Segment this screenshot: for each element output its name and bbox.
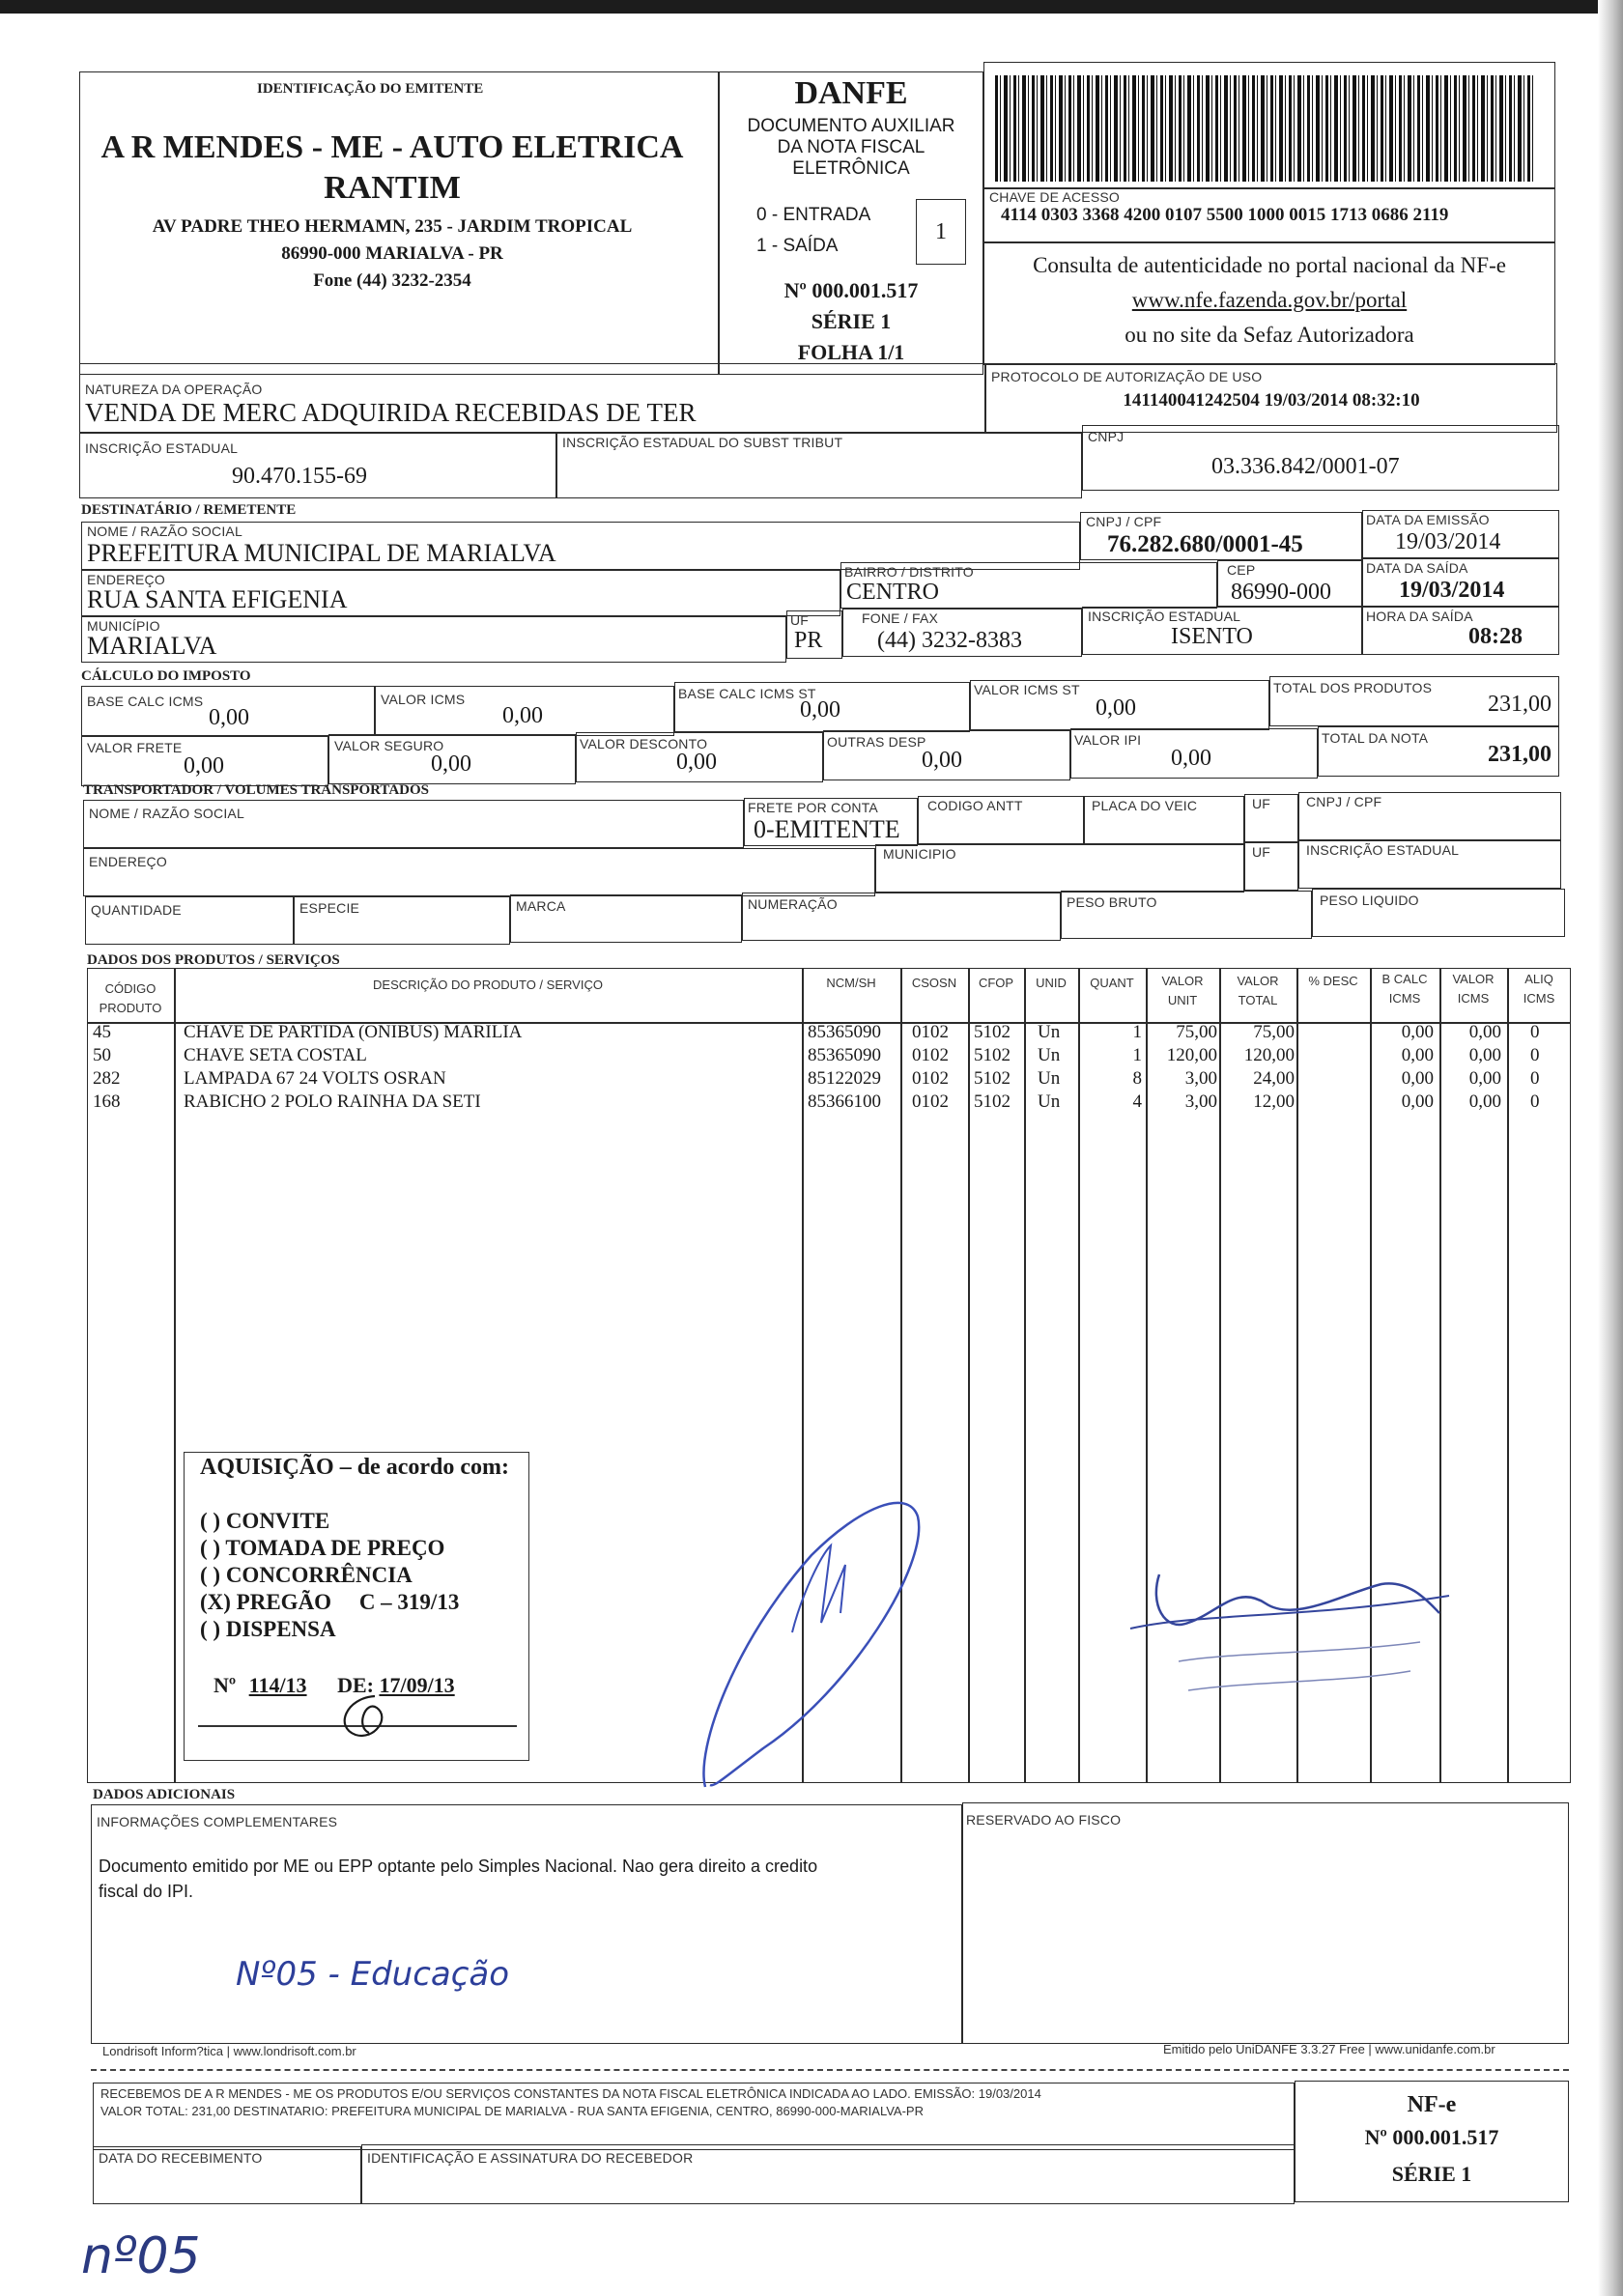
base-icms-valor: 0,00 [209,705,249,730]
transp-endereco-label: ENDEREÇO [89,854,167,869]
consulta-link[interactable]: www.nfe.fazenda.gov.br/portal [1131,288,1408,312]
signature-scribble [676,1401,995,1806]
dest-ie-valor: ISENTO [1171,624,1253,649]
row-csosn: 0102 [912,1068,949,1089]
col-bcalc-2: ICMS [1388,991,1421,1006]
reservado-fisco-box [962,1802,1569,2044]
dest-endereco-label: ENDEREÇO [87,572,165,587]
col-vunit-2: UNIT [1167,993,1198,1007]
row-csosn: 0102 [912,1022,949,1042]
row-unid: Un [1038,1045,1061,1065]
col-vtotal-1: VALOR [1237,974,1279,988]
row-vunit: 75,00 [1176,1022,1217,1042]
row-cfop: 5102 [974,1068,1011,1089]
desconto-label: VALOR DESCONTO [580,736,708,751]
scan-right-edge [1598,0,1623,2296]
row-descricao: CHAVE SETA COSTAL [184,1045,367,1065]
base-st-valor: 0,00 [800,697,840,723]
danfe-serie: SÉRIE 1 [811,309,892,333]
row-vunit: 120,00 [1166,1045,1217,1065]
row-vicms: 0,00 [1468,1022,1501,1042]
transp-peso-liquido-label: PESO LIQUIDO [1320,893,1419,908]
aquisicao-numero-prefix: Nº [214,1673,237,1697]
ie-st-label: INSCRIÇÃO ESTADUAL DO SUBST TRIBUT [562,435,843,450]
scan-top-edge [0,0,1623,14]
emitente-cidade: 86990-000 MARIALVA - PR [281,243,503,264]
aquisicao-tomada: ( ) TOMADA DE PREÇO [200,1536,445,1560]
transp-frete-label: FRETE POR CONTA [748,800,878,815]
valor-icms-valor: 0,00 [502,703,543,728]
produtos-section-label: DADOS DOS PRODUTOS / SERVIÇOS [87,952,340,968]
table-row [87,1022,1565,1045]
col-quant: QUANT [1090,976,1134,990]
table-row [87,1045,1565,1068]
handwritten-footer-note: nº05 [81,2227,201,2285]
col-descricao: DESCRIÇÃO DO PRODUTO / SERVIÇO [373,978,603,992]
danfe-saida: 1 - SAÍDA [756,236,839,256]
base-icms-label: BASE CALC ICMS [87,694,204,709]
outras-label: OUTRAS DESP [827,734,926,750]
col-codigo-2: PRODUTO [99,1001,162,1015]
dest-cnpj-valor: 76.282.680/0001-45 [1107,531,1303,557]
row-ncm: 85365090 [808,1045,881,1065]
total-produtos-valor: 231,00 [1488,692,1552,717]
info-texto-1: Documento emitido por ME ou EPP optante pelo Simples Nacional. Nao gera direito a credito [99,1857,818,1876]
ipi-label: VALOR IPI [1074,732,1142,748]
table-row [87,1068,1565,1091]
seguro-valor: 0,00 [431,751,471,777]
consulta-sefaz: ou no site da Sefaz Autorizadora [1125,323,1414,347]
outras-valor: 0,00 [922,748,962,773]
rodape-unidanfe: Emitido pelo UniDANFE 3.3.27 Free | www.unidanfe.com.br [1163,2042,1495,2056]
total-produtos-label: TOTAL DOS PRODUTOS [1273,680,1433,695]
row-vtotal: 120,00 [1243,1045,1295,1065]
danfe-subtitle [719,116,983,180]
canhoto-serie: SÉRIE 1 [1391,2162,1472,2186]
canhoto-texto-1: RECEBEMOS DE A R MENDES - ME OS PRODUTOS E/OU SERVIÇOS CONSTANTES DA NOTA FISCAL ELETRÔNICA INDICADA AO LADO. EMISSÃO: 19/03/2014 [100,2086,1041,2101]
emitente-fone: Fone (44) 3232-2354 [313,270,471,291]
natureza-valor: VENDA DE MERC ADQUIRIDA RECEBIDAS DE TER [85,398,697,427]
handwritten-note: Nº05 - Educação [236,1955,510,1994]
dest-uf-label: UF [790,612,810,628]
row-codigo: 45 [93,1022,111,1042]
danfe-subtitle-3: ELETRÔNICA [792,158,910,179]
danfe-numero: Nº 000.001.517 [783,278,919,302]
row-codigo: 282 [93,1068,121,1089]
col-codigo-1: CÓDIGO [104,981,157,996]
dest-saida-valor: 19/03/2014 [1399,578,1505,603]
valor-icms-label: VALOR ICMS [381,692,466,707]
row-aliq: 0 [1530,1022,1540,1042]
transp-marca-label: MARCA [516,898,566,914]
col-unid: UNID [1036,976,1067,990]
row-vicms: 0,00 [1468,1091,1501,1112]
row-aliq: 0 [1530,1045,1540,1065]
dest-hora-label: HORA DA SAÍDA [1366,609,1473,624]
aquisicao-numero: 114/13 [248,1673,307,1697]
col-ncm: NCM/SH [826,976,876,990]
danfe-tipo-box: 1 [916,199,966,265]
transp-frete-valor: 0-EMITENTE [754,815,900,843]
canhoto-nfe: NF-e [1407,2092,1457,2117]
row-csosn: 0102 [912,1045,949,1065]
dest-cnpj-label: CNPJ / CPF [1086,514,1162,529]
transp-nome-label: NOME / RAZÃO SOCIAL [89,806,244,821]
frete-valor: 0,00 [184,753,224,779]
dest-hora-valor: 08:28 [1468,624,1523,649]
row-bcalc: 0,00 [1401,1022,1434,1042]
col-aliq-1: ALIQ [1524,972,1553,986]
dest-bairro-valor: CENTRO [846,580,939,605]
protocolo-valor: 141140041242504 19/03/2014 08:32:10 [1123,390,1420,411]
row-bcalc: 0,00 [1401,1045,1434,1065]
dest-fone-valor: (44) 3232-8383 [877,628,1022,653]
desconto-valor: 0,00 [676,750,717,775]
row-ncm: 85365090 [808,1022,881,1042]
transp-municipio-label: MUNICIPIO [883,846,956,862]
total-nota-valor: 231,00 [1488,742,1552,767]
cnpj-emit-label: CNPJ [1088,429,1125,444]
col-aliq-2: ICMS [1523,991,1555,1006]
signature-stamp [1121,1545,1468,1710]
protocolo-label: PROTOCOLO DE AUTORIZAÇÃO DE USO [991,369,1263,384]
valor-st-valor: 0,00 [1096,695,1136,721]
dest-cep-label: CEP [1227,562,1256,578]
col-csosn: CSOSN [911,976,957,990]
transp-antt-label: CODIGO ANTT [927,798,1023,813]
row-vunit: 3,00 [1184,1068,1217,1089]
aquisicao-dispensa: ( ) DISPENSA [200,1617,336,1641]
row-codigo: 168 [93,1091,121,1112]
transp-peso-bruto-label: PESO BRUTO [1067,894,1157,910]
row-descricao: CHAVE DE PARTIDA (ONIBUS) MARILIA [184,1022,523,1042]
col-vicms-1: VALOR [1452,972,1495,986]
dest-nome-label: NOME / RAZÃO SOCIAL [87,524,242,539]
emitente-nome-linha1: A R MENDES - ME - AUTO ELETRICA [100,129,684,165]
ipi-valor: 0,00 [1171,746,1211,771]
imposto-section-label: CÁLCULO DO IMPOSTO [81,668,251,684]
danfe-subtitle-2: DA NOTA FISCAL [777,137,925,157]
total-nota-label: TOTAL DA NOTA [1322,730,1429,746]
danfe-title: DANFE [794,75,908,111]
transp-endereco-box [83,848,875,896]
emitente-nome-linha2: RANTIM [324,170,461,206]
aquisicao-pregao: (X) PREGÃO C – 319/13 [200,1590,460,1614]
danfe-subtitle-1: DOCUMENTO AUXILIAR [747,116,955,136]
row-cfop: 5102 [974,1045,1011,1065]
canhoto-data-label: DATA DO RECEBIMENTO [99,2150,263,2166]
destinatario-section-label: DESTINATÁRIO / REMETENTE [81,502,297,518]
row-quant: 1 [1132,1022,1142,1042]
transp-uf2-label: UF [1252,844,1271,860]
dest-cep-valor: 86990-000 [1231,580,1331,605]
col-vunit-1: VALOR [1161,974,1204,988]
transp-cnpj-label: CNPJ / CPF [1306,794,1382,809]
consulta-texto: Consulta de autenticidade no portal nacional da NF-e [1033,253,1506,277]
dest-emissao-label: DATA DA EMISSÃO [1366,512,1490,527]
row-csosn: 0102 [912,1091,949,1112]
reservado-fisco-label: RESERVADO AO FISCO [966,1812,1122,1828]
col-cfop: CFOP [978,976,1014,990]
dest-bairro-label: BAIRRO / DISTRITO [844,564,974,580]
transp-placa-label: PLACA DO VEIC [1092,798,1198,813]
info-complementares-box [91,1804,962,2044]
transportador-section-label: TRANSPORTADOR / VOLUMES TRANSPORTADOS [83,782,430,798]
aquisicao-convite: ( ) CONVITE [200,1509,330,1533]
row-codigo: 50 [93,1045,111,1065]
col-desc: % DESC [1308,974,1358,988]
cnpj-emit-valor: 03.336.842/0001-07 [1211,454,1400,479]
initials-scribble [327,1688,404,1746]
transp-ie-label: INSCRIÇÃO ESTADUAL [1306,842,1460,858]
row-aliq: 0 [1530,1091,1540,1112]
transp-numeracao-label: NUMERAÇÃO [748,896,838,912]
table-row [87,1091,1565,1115]
ie-valor: 90.470.155-69 [232,464,367,489]
danfe-entrada: 0 - ENTRADA [756,205,871,225]
row-vicms: 0,00 [1468,1068,1501,1089]
dest-municipio-label: MUNICÍPIO [87,618,160,634]
chave-label: CHAVE DE ACESSO [989,189,1121,205]
base-st-label: BASE CALC ICMS ST [678,686,816,701]
emitente-nome [83,128,701,209]
ie-label: INSCRIÇÃO ESTADUAL [85,440,239,456]
chave-valor: 4114 0303 3368 4200 0107 5500 1000 0015 1713 0686 2119 [1001,205,1449,225]
row-bcalc: 0,00 [1401,1068,1434,1089]
row-vtotal: 75,00 [1253,1022,1295,1042]
row-ncm: 85122029 [808,1068,881,1089]
dest-uf-valor: PR [794,628,823,653]
natureza-label: NATUREZA DA OPERAÇÃO [85,382,263,397]
cut-line [91,2069,1569,2071]
dest-nome-valor: PREFEITURA MUNICIPAL DE MARIALVA [87,539,556,567]
rodape-software: Londrisoft Inform?tica | www.londrisoft.com.br [102,2044,356,2058]
dest-municipio-valor: MARIALVA [87,632,217,660]
row-unid: Un [1038,1022,1061,1042]
col-bcalc-1: B CALC [1381,972,1428,986]
seguro-label: VALOR SEGURO [334,738,444,753]
dest-ie-label: INSCRIÇÃO ESTADUAL [1088,609,1241,624]
row-vicms: 0,00 [1468,1045,1501,1065]
transp-uf-label: UF [1252,796,1271,811]
row-vunit: 3,00 [1184,1091,1217,1112]
emitente-endereco: AV PADRE THEO HERMAMN, 235 - JARDIM TROPICAL [152,216,633,237]
row-descricao: RABICHO 2 POLO RAINHA DA SETI [184,1091,481,1112]
adicionais-section-label: DADOS ADICIONAIS [93,1787,236,1802]
col-vtotal-2: TOTAL [1238,993,1278,1007]
dest-fone-label: FONE / FAX [862,610,939,626]
dest-saida-label: DATA DA SAÍDA [1366,560,1468,576]
aquisicao-de-prefix: DE: [337,1673,374,1697]
dest-emissao-valor: 19/03/2014 [1395,529,1501,554]
dest-endereco-valor: RUA SANTA EFIGENIA [87,585,348,613]
aquisicao-titulo: AQUISIÇÃO – de acordo com: [200,1455,509,1480]
row-bcalc: 0,00 [1401,1091,1434,1112]
row-ncm: 85366100 [808,1091,881,1112]
frete-label: VALOR FRETE [87,740,183,755]
row-quant: 4 [1132,1091,1142,1112]
row-quant: 8 [1132,1068,1142,1089]
row-cfop: 5102 [974,1091,1011,1112]
col-vicms-2: ICMS [1457,991,1490,1006]
row-quant: 1 [1132,1045,1142,1065]
aquisicao-data: 17/09/13 [379,1673,455,1697]
transp-especie-label: ESPECIE [299,900,360,916]
row-vtotal: 24,00 [1253,1068,1295,1089]
transp-quantidade-label: QUANTIDADE [91,902,182,918]
row-cfop: 5102 [974,1022,1011,1042]
info-texto-2: fiscal do IPI. [99,1882,194,1901]
info-complementares-label: INFORMAÇÕES COMPLEMENTARES [97,1814,338,1829]
valor-st-label: VALOR ICMS ST [974,682,1080,697]
row-descricao: LAMPADA 67 24 VOLTS OSRAN [184,1068,446,1089]
canhoto-assinatura-label: IDENTIFICAÇÃO E ASSINATURA DO RECEBEDOR [367,2150,694,2166]
danfe-folha: FOLHA 1/1 [797,340,905,364]
canhoto-numero: Nº 000.001.517 [1364,2125,1499,2149]
aquisicao-concorrencia: ( ) CONCORRÊNCIA [200,1563,413,1587]
emitente-section-label: IDENTIFICAÇÃO DO EMITENTE [257,81,484,97]
row-vtotal: 12,00 [1253,1091,1295,1112]
row-unid: Un [1038,1068,1061,1089]
row-aliq: 0 [1530,1068,1540,1089]
canhoto-texto-2: VALOR TOTAL: 231,00 DESTINATARIO: PREFEITURA MUNICIPAL DE MARIALVA - RUA SANTA EFIGENIA, CENTRO, 86990-000-MARIALVA-PR [100,2104,924,2118]
barcode-image [995,75,1536,182]
row-unid: Un [1038,1091,1061,1112]
